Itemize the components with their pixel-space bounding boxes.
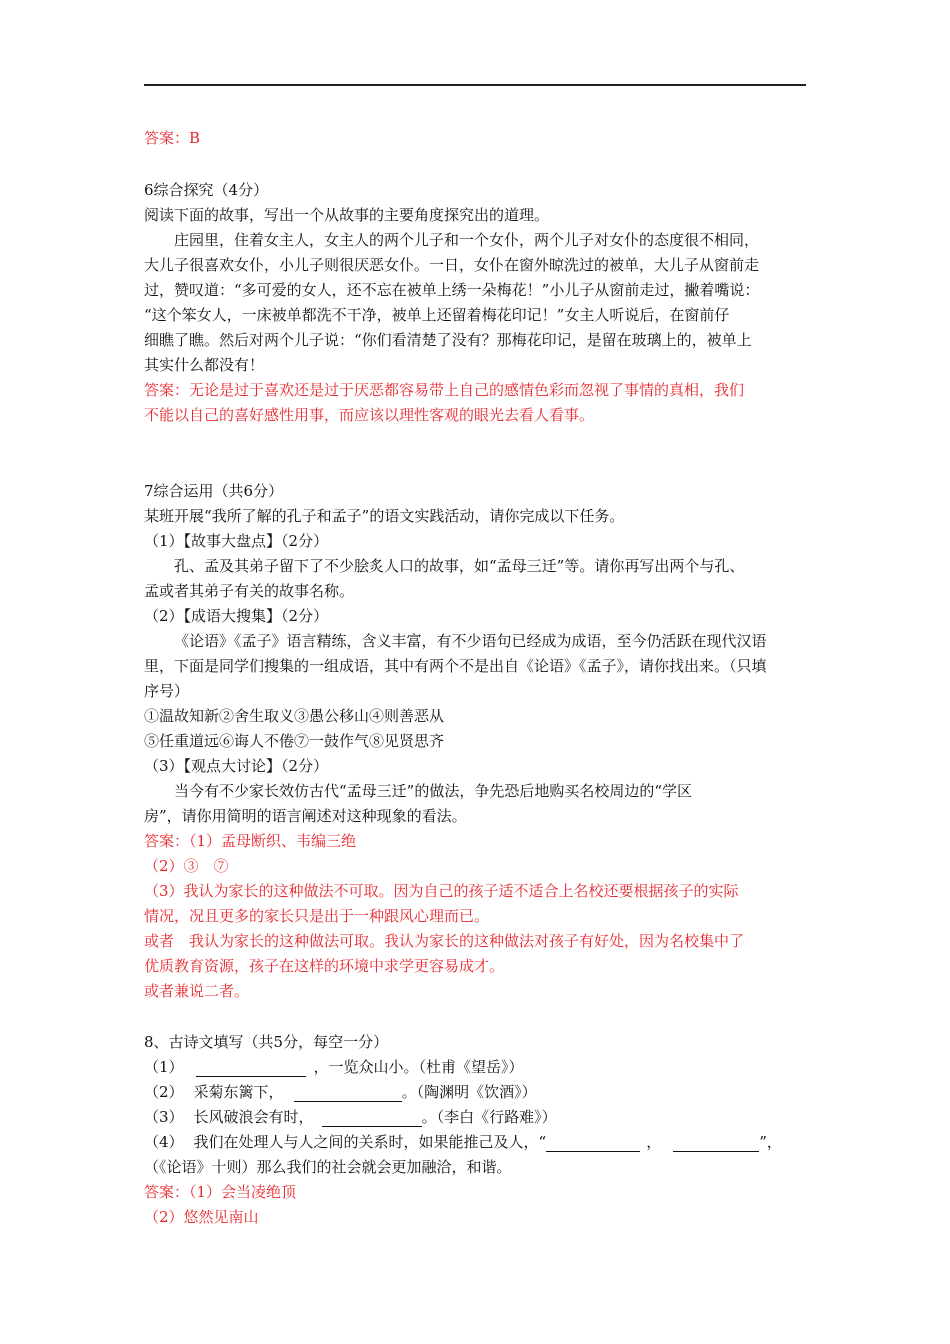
q7-answer-line: 情况，况且更多的家长只是出于一种跟风心理而已。 [144,907,490,925]
q8-num: （3） [144,1108,184,1126]
fill-blank[interactable] [196,1060,306,1077]
q8-line-text: 。（李白《行路难》） [421,1108,557,1126]
q8-line-text: ，一览众山小。（杜甫《望岳》） [313,1058,524,1076]
q7-part3-text: 房”，请你用简明的语言阐述对这种现象的看法。 [144,807,467,825]
q7-part1-text: 孟或者其弟子有关的故事名称。 [144,582,355,600]
q8-num: （1） [144,1058,184,1076]
q8-line-4-cont: （《论语》十则）那么我们的社会就会更加融洽，和谐。 [144,1158,512,1176]
q7-answer-line: （3）我认为家长的这种做法不可取。因为自己的孩子适不适合上名校还要根据孩子的实际 [144,882,739,900]
q7-part1-text: 孔、孟及其弟子留下了不少脍炙人口的故事，如“孟母三迁”等。请你再写出两个与孔、 [174,557,745,575]
q7-part2-text: 里，下面是同学们搜集的一组成语，其中有两个不是出自《论语》《孟子》，请你找出来。（只填 [144,657,767,675]
q6-story-line: 其实什么都没有！ [144,356,265,374]
q7-part2-title: （2）【成语大搜集】（2分） [144,607,329,625]
q6-answer-line: 答案：无论是过于喜欢还是过于厌恶都容易带上自己的感情色彩而忽视了事情的真相，我们 [144,381,745,399]
q8-num: （4） [144,1133,184,1151]
q7-intro: 某班开展“我所了解的孔子和孟子”的语文实践活动，请你完成以下任务。 [144,507,625,525]
q8-line-text: 。（陶渊明《饮酒》） [401,1083,537,1101]
q7-answer-line: （2）③ ⑦ [144,857,229,875]
q8-line-text: 我们在处理人与人之间的关系时，如果能推己及人，“ [193,1133,547,1151]
fill-blank[interactable] [322,1110,422,1127]
q7-part3-text: 当今有不少家长效仿古代“孟母三迁”的做法，争先恐后地购买名校周边的“学区 [174,782,693,800]
q7-answer-line: 答案：（1）孟母断织、韦编三绝 [144,832,357,850]
q8-line-text: ， [646,1133,662,1151]
q7-part2-text: 序号） [144,682,190,700]
q7-idiom-list: ①温故知新②舍生取义③愚公移山④则善恶从 [144,707,445,725]
fill-blank[interactable] [546,1135,640,1152]
q8-line-4 [144,1132,782,1152]
q7-title: 7综合运用（共6分） [144,482,284,500]
q7-idiom-list: ⑤任重道远⑥诲人不倦⑦一鼓作气⑧见贤思齐 [144,732,445,750]
q6-story-line: “这个笨女人，一床被单都洗不干净，被单上还留着梅花印记！”女主人听说后，在窗前仔 [144,306,730,324]
q6-title: 6综合探究（4分） [144,181,269,199]
q8-line-text: ”， [759,1133,782,1151]
q7-answer-line: 或者 我认为家长的这种做法可取。我认为家长的这种做法对孩子有好处，因为名校集中了 [144,932,745,950]
q6-story-line: 大儿子很喜欢女仆，小儿子则很厌恶女仆。一日，女仆在窗外晾洗过的被单，大儿子从窗前走 [144,256,760,274]
q7-part2-text: 《论语》《孟子》语言精练，含义丰富，有不少语句已经成为成语，至今仍活跃在现代汉语 [174,632,767,650]
q8-answer-line: （2）悠然见南山 [144,1208,259,1226]
q6-prompt: 阅读下面的故事，写出一个从故事的主要角度探究出的道理。 [144,206,550,224]
q7-answer-line: 优质教育资源，孩子在这样的环境中求学更容易成才。 [144,957,505,975]
fill-blank[interactable] [294,1085,402,1102]
q7-part1-title: （1）【故事大盘点】（2分） [144,532,329,550]
q8-title: 8、古诗文填写（共5分，每空一分） [144,1033,389,1051]
q6-story-line: 过，赞叹道：“多可爱的女人，还不忘在被单上绣一朵梅花！”小儿子从窗前走过，撇着嘴说： [144,281,760,299]
q8-answer-line: 答案：（1）会当凌绝顶 [144,1183,297,1201]
q6-story-line: 庄园里，住着女主人，女主人的两个儿子和一个女仆，两个儿子对女仆的态度很不相同， [174,231,760,249]
q6-story-line: 细瞧了瞧。然后对两个儿子说：“你们看清楚了没有？那梅花印记，是留在玻璃上的，被单上 [144,331,752,349]
q8-line-text: 采菊东篱下， [193,1083,284,1101]
q8-num: （2） [144,1083,184,1101]
q8-line-text: 长风破浪会有时， [193,1108,314,1126]
header-rule [144,84,806,86]
q8-line-2 [144,1082,537,1102]
answer-top: 答案：B [144,129,201,147]
q7-part3-title: （3）【观点大讨论】（2分） [144,757,329,775]
q7-answer-line: 或者兼说二者。 [144,982,250,1000]
q8-line-1 [144,1057,524,1077]
q6-answer-line: 不能以自己的喜好感性用事，而应该以理性客观的眼光去看人看事。 [144,406,595,424]
fill-blank[interactable] [673,1135,759,1152]
q8-line-3 [144,1107,557,1127]
